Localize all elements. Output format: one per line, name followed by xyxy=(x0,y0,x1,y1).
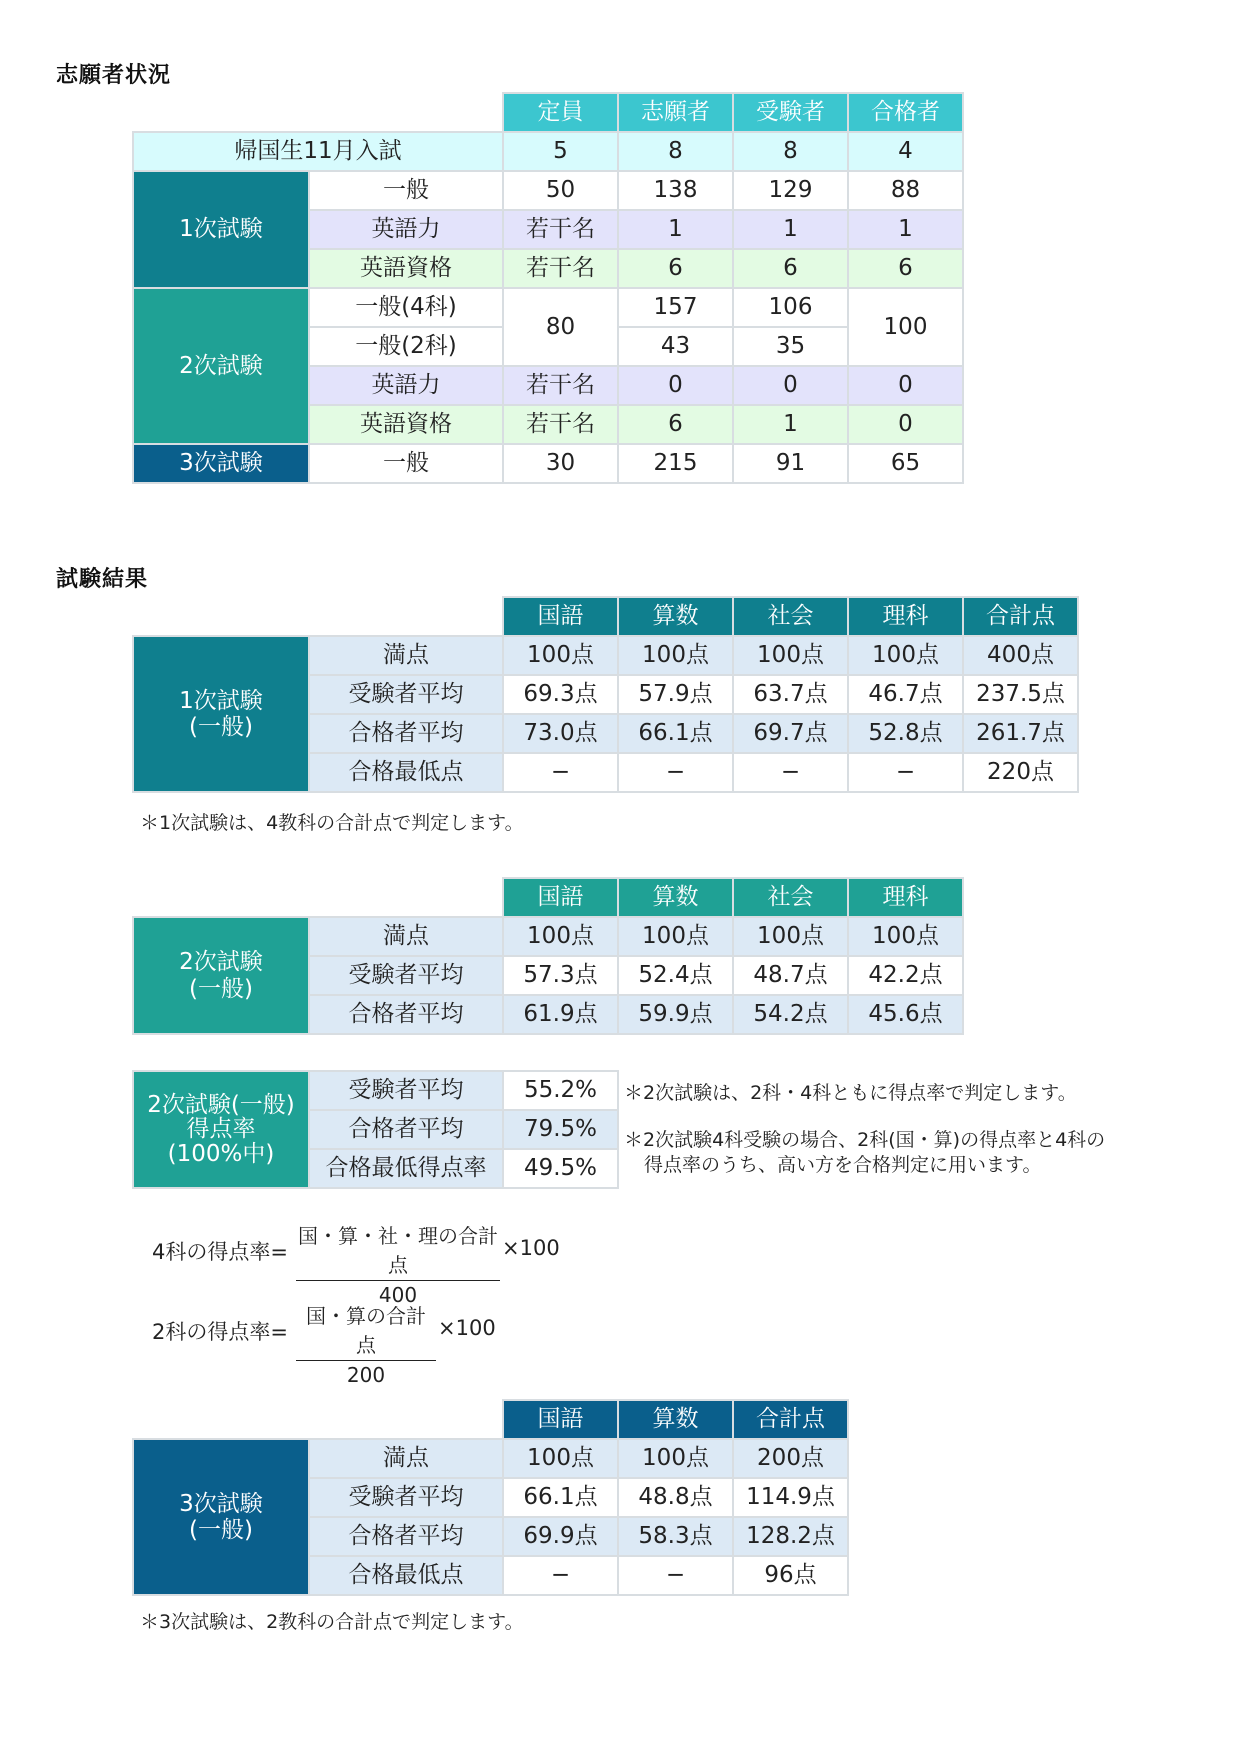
applicants-title: 志願者状況 xyxy=(56,63,172,88)
header-gokaku: 合格者 xyxy=(848,93,963,132)
cell: 52.4点 xyxy=(618,956,733,995)
row-label: 合格者平均 xyxy=(309,1110,503,1149)
cell: 46.7点 xyxy=(848,675,963,714)
cell: 0 xyxy=(848,405,963,444)
cell: 0 xyxy=(848,366,963,405)
exam1-results-label: 1次試験 (一般) xyxy=(133,636,309,792)
cell: 79.5% xyxy=(503,1110,618,1149)
formula4-numerator: 国・算・社・理の合計点 xyxy=(296,1220,500,1281)
exam2-general-gokaku: 100 xyxy=(848,288,963,366)
cell: 45.6点 xyxy=(848,995,963,1034)
exam1-type: 一般 xyxy=(309,171,503,210)
exam3-label: 3次試験 xyxy=(133,444,309,483)
cell: − xyxy=(503,1556,618,1595)
table-row xyxy=(133,1439,848,1478)
cell: 0 xyxy=(733,366,848,405)
exam3-results-label: 3次試験 (一般) xyxy=(133,1439,309,1595)
cell: 100点 xyxy=(618,636,733,675)
formula2-multiplier: ×100 xyxy=(438,1316,496,1340)
cell: 100点 xyxy=(503,1439,618,1478)
cell: 55.2% xyxy=(503,1071,618,1110)
cell: 6 xyxy=(733,249,848,288)
header-juken: 受験者 xyxy=(733,93,848,132)
table-row xyxy=(133,1071,618,1110)
cell: 1 xyxy=(733,210,848,249)
cell: 100点 xyxy=(733,636,848,675)
kikoku-label: 帰国生11月入試 xyxy=(133,132,503,171)
row-label: 受験者平均 xyxy=(309,1478,503,1517)
results-title: 試験結果 xyxy=(56,567,149,592)
cell: 若干名 xyxy=(503,249,618,288)
cell: 200点 xyxy=(733,1439,848,1478)
kikoku-shigan: 8 xyxy=(618,132,733,171)
header-shakai: 社会 xyxy=(733,597,848,636)
cell: 若干名 xyxy=(503,210,618,249)
cell: 220点 xyxy=(963,753,1078,792)
exam2-results-table xyxy=(132,877,964,1035)
cell: 237.5点 xyxy=(963,675,1078,714)
formula4-denominator: 400 xyxy=(378,1283,418,1307)
cell: 400点 xyxy=(963,636,1078,675)
cell: 59.9点 xyxy=(618,995,733,1034)
row-exam1-general xyxy=(133,171,963,210)
formula4-fraction xyxy=(296,1220,500,1307)
exam3-type: 一般 xyxy=(309,444,503,483)
cell: 215 xyxy=(618,444,733,483)
cell: 157 xyxy=(618,288,733,327)
cell: 129 xyxy=(733,171,848,210)
header-total: 合計点 xyxy=(733,1400,848,1439)
cell: 若干名 xyxy=(503,405,618,444)
cell: 69.7点 xyxy=(733,714,848,753)
header-shigan: 志願者 xyxy=(618,93,733,132)
formula4-lhs: 4科の得点率= xyxy=(152,1240,288,1264)
cell: 30 xyxy=(503,444,618,483)
cell: 69.9点 xyxy=(503,1517,618,1556)
row-exam3 xyxy=(133,444,963,483)
cell: 61.9点 xyxy=(503,995,618,1034)
cell: − xyxy=(733,753,848,792)
row-label: 合格者平均 xyxy=(309,714,503,753)
cell: 58.3点 xyxy=(618,1517,733,1556)
header-kokugo: 国語 xyxy=(503,1400,618,1439)
cell: 0 xyxy=(618,366,733,405)
cell: − xyxy=(618,1556,733,1595)
row-label: 受験者平均 xyxy=(309,675,503,714)
exam1-type: 英語資格 xyxy=(309,249,503,288)
exam2-type: 一般(2科) xyxy=(309,327,503,366)
cell: 43 xyxy=(618,327,733,366)
kikoku-gokaku: 4 xyxy=(848,132,963,171)
rate-note2-line1: ＊2次試験4科受験の場合、2科(国・算)の得点率と4科の xyxy=(624,1129,1106,1151)
cell: 88 xyxy=(848,171,963,210)
table-row xyxy=(133,636,1078,675)
cell: 100点 xyxy=(503,636,618,675)
cell: 138 xyxy=(618,171,733,210)
formula2-fraction xyxy=(296,1300,436,1387)
row-label: 合格最低点 xyxy=(309,753,503,792)
formula4-multiplier: ×100 xyxy=(502,1236,560,1260)
exam2-type: 一般(4科) xyxy=(309,288,503,327)
cell: − xyxy=(503,753,618,792)
exam3-results-table xyxy=(132,1399,849,1596)
row-label: 合格者平均 xyxy=(309,995,503,1034)
cell: 6 xyxy=(618,249,733,288)
rate-note2-line2: 得点率のうち、高い方を合格判定に用います。 xyxy=(644,1154,1042,1176)
cell: 73.0点 xyxy=(503,714,618,753)
cell: 若干名 xyxy=(503,366,618,405)
formula2-lhs: 2科の得点率= xyxy=(152,1320,288,1344)
exam1-note: ＊1次試験は、4教科の合計点で判定します。 xyxy=(140,812,524,834)
cell: 1 xyxy=(618,210,733,249)
exam1-label: 1次試験 xyxy=(133,171,309,288)
rate-table xyxy=(132,1070,619,1189)
cell: 49.5% xyxy=(503,1149,618,1188)
row-label: 受験者平均 xyxy=(309,956,503,995)
header-sansu: 算数 xyxy=(618,878,733,917)
header-rika: 理科 xyxy=(848,878,963,917)
table-row xyxy=(133,917,963,956)
header-kokugo: 国語 xyxy=(503,878,618,917)
row-kikoku xyxy=(133,132,963,171)
header-kokugo: 国語 xyxy=(503,597,618,636)
cell: 91 xyxy=(733,444,848,483)
cell: 65 xyxy=(848,444,963,483)
exam2-type: 英語力 xyxy=(309,366,503,405)
row-label: 満点 xyxy=(309,1439,503,1478)
row-label: 満点 xyxy=(309,636,503,675)
kikoku-teiin: 5 xyxy=(503,132,618,171)
exam2-results-label: 2次試験 (一般) xyxy=(133,917,309,1034)
cell: 100点 xyxy=(618,1439,733,1478)
cell: 57.3点 xyxy=(503,956,618,995)
exam2-label: 2次試験 xyxy=(133,288,309,444)
exam3-note: ＊3次試験は、2教科の合計点で判定します。 xyxy=(140,1611,524,1633)
formula2-denominator: 200 xyxy=(346,1363,386,1387)
cell: − xyxy=(618,753,733,792)
rate-label: 2次試験(一般) 得点率 (100%中) xyxy=(133,1071,309,1188)
cell: 6 xyxy=(848,249,963,288)
cell: 114.9点 xyxy=(733,1478,848,1517)
cell: 69.3点 xyxy=(503,675,618,714)
header-sansu: 算数 xyxy=(618,1400,733,1439)
cell: 106 xyxy=(733,288,848,327)
cell: 6 xyxy=(618,405,733,444)
cell: 66.1点 xyxy=(503,1478,618,1517)
row-label: 合格者平均 xyxy=(309,1517,503,1556)
cell: − xyxy=(848,753,963,792)
header-teiin: 定員 xyxy=(503,93,618,132)
cell: 261.7点 xyxy=(963,714,1078,753)
rate-note1: ＊2次試験は、2科・4科ともに得点率で判定します。 xyxy=(624,1082,1077,1104)
kikoku-juken: 8 xyxy=(733,132,848,171)
cell: 54.2点 xyxy=(733,995,848,1034)
cell: 63.7点 xyxy=(733,675,848,714)
cell: 96点 xyxy=(733,1556,848,1595)
cell: 35 xyxy=(733,327,848,366)
cell: 50 xyxy=(503,171,618,210)
exam1-type: 英語力 xyxy=(309,210,503,249)
cell: 48.8点 xyxy=(618,1478,733,1517)
cell: 1 xyxy=(848,210,963,249)
cell: 100点 xyxy=(848,636,963,675)
cell: 128.2点 xyxy=(733,1517,848,1556)
cell: 100点 xyxy=(503,917,618,956)
cell: 57.9点 xyxy=(618,675,733,714)
applicants-table xyxy=(132,92,964,484)
cell: 100点 xyxy=(618,917,733,956)
exam2-type: 英語資格 xyxy=(309,405,503,444)
cell: 100点 xyxy=(848,917,963,956)
header-rika: 理科 xyxy=(848,597,963,636)
row-label: 受験者平均 xyxy=(309,1071,503,1110)
cell: 42.2点 xyxy=(848,956,963,995)
formula2-numerator: 国・算の合計点 xyxy=(296,1300,436,1361)
exam1-results-table xyxy=(132,596,1079,793)
cell: 1 xyxy=(733,405,848,444)
cell: 52.8点 xyxy=(848,714,963,753)
row-exam2-general4 xyxy=(133,288,963,327)
header-sansu: 算数 xyxy=(618,597,733,636)
cell: 66.1点 xyxy=(618,714,733,753)
cell: 100点 xyxy=(733,917,848,956)
row-label: 合格最低点 xyxy=(309,1556,503,1595)
row-label: 合格最低得点率 xyxy=(309,1149,503,1188)
exam2-general-teiin: 80 xyxy=(503,288,618,366)
cell: 48.7点 xyxy=(733,956,848,995)
header-total: 合計点 xyxy=(963,597,1078,636)
row-label: 満点 xyxy=(309,917,503,956)
header-shakai: 社会 xyxy=(733,878,848,917)
